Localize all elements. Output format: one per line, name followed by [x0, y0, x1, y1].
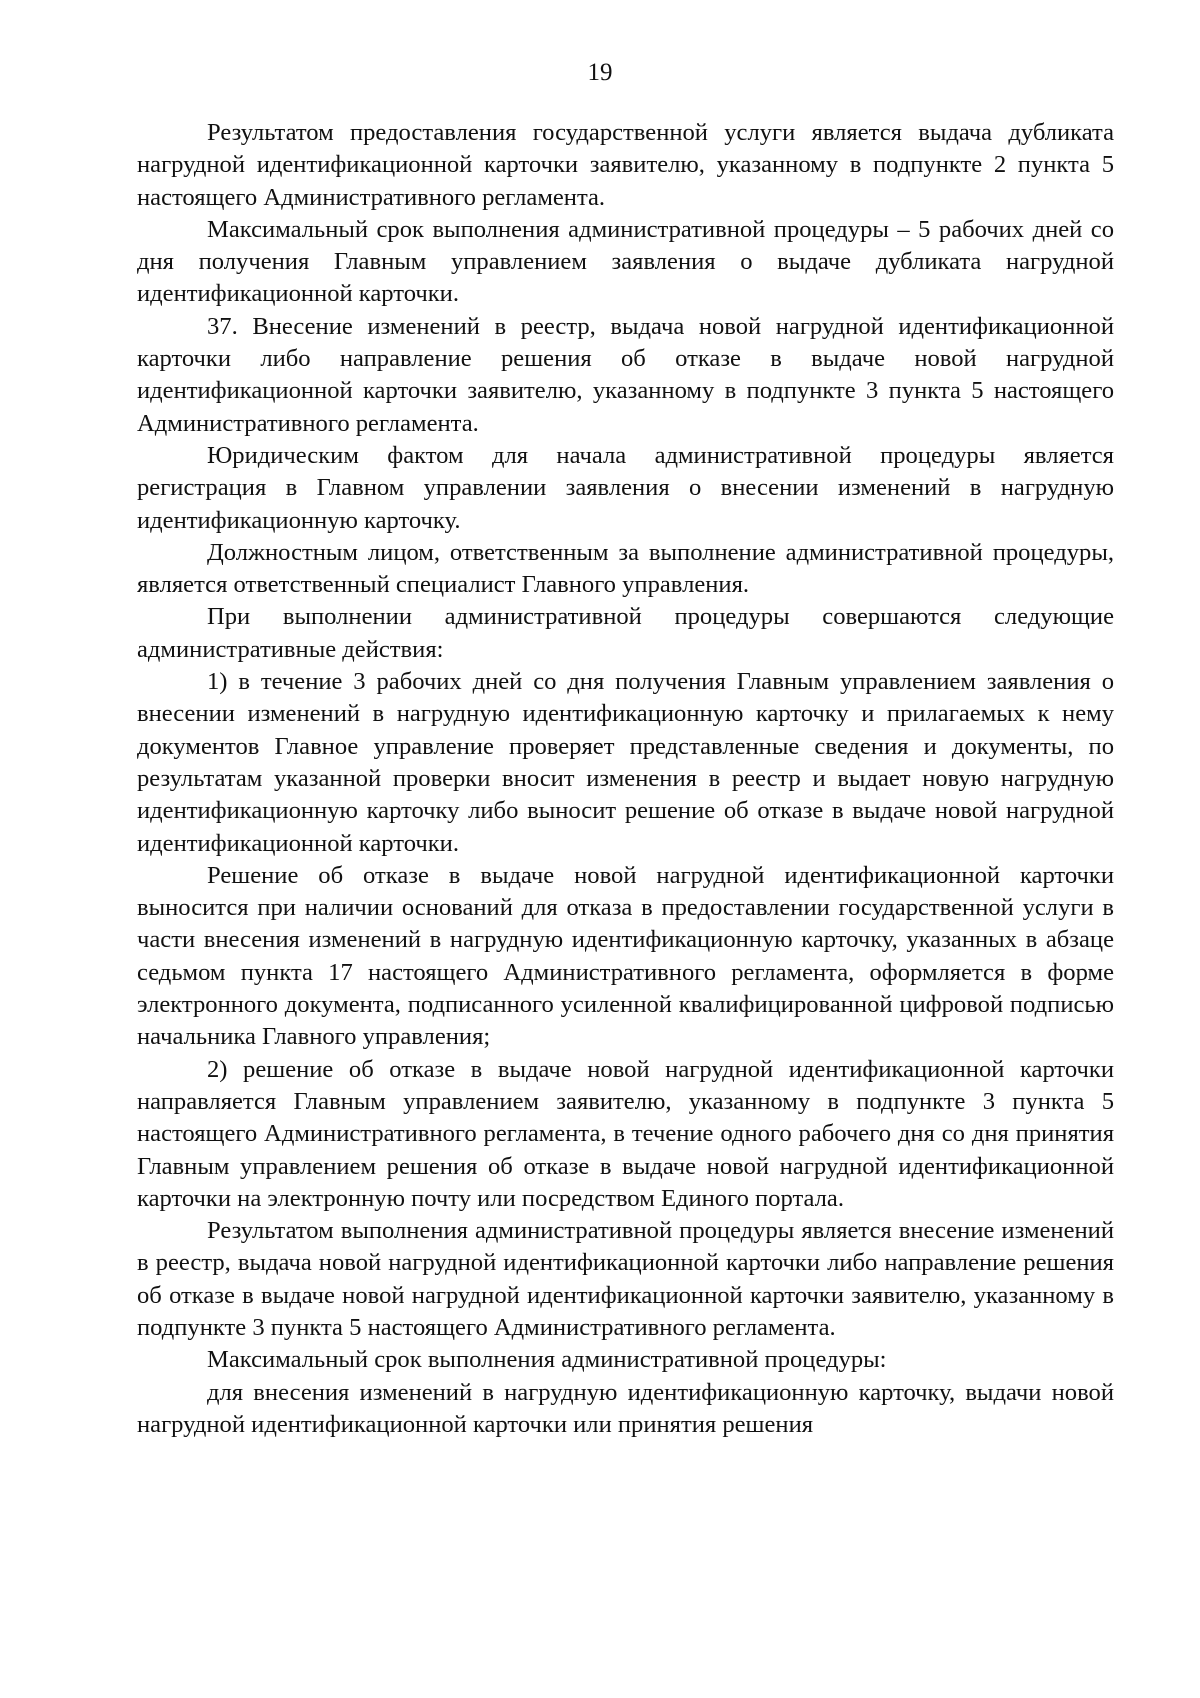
paragraph-procedure-max-term: Максимальный срок выполнения административной процедуры:: [207, 1346, 887, 1374]
page-number: 19: [587, 59, 613, 86]
paragraph-procedure-term-detail: для внесения изменений в нагрудную идентификационную карточку, выдачи новой нагрудной идентификационной карточки или принятия решения: [137, 1378, 1114, 1438]
paragraph-duplicate-result: Результатом предоставления государственной услуги является выдача дубликата нагрудной идентификационной карточки заявителю, указанному в подпункте 2 пункта 5 настоящего Административного регламента.: [137, 119, 1114, 211]
paragraph-refusal-decision: Решение об отказе в выдаче новой нагрудной идентификационной карточки выносится при наличии оснований для отказа в предоставлении государственной услуги в части внесения изменений в нагрудную идентификационную карточку, указанных в абзаце седьмом пункта 17 настоящего Административного регламента, оформляется в форме электронного документа, подписанного усиленной квалифицированной цифровой подписью начальника Главного управления;: [137, 861, 1114, 1051]
paragraph-responsible-official: Должностным лицом, ответственным за выполнение административной процедуры, является ответственный специалист Главного управления.: [137, 538, 1114, 599]
paragraph-actions-intro: При выполнении административной процедуры совершаются следующие административные действия:: [137, 603, 1114, 663]
paragraph-legal-fact: Юридическим фактом для начала административной процедуры является регистрация в Главном управлении заявления о внесении изменений в нагрудную идентификационную карточку.: [137, 441, 1114, 534]
paragraph-duplicate-max-term: Максимальный срок выполнения административной процедуры – 5 рабочих дней со дня получения Главным управлением заявления о выдаче дубликата нагрудной идентификационной карточки.: [137, 215, 1114, 308]
paragraph-action-1: 1) в течение 3 рабочих дней со дня получения Главным управлением заявления о внесении изменений в нагрудную идентификационную карточку и прилагаемых к нему документов Главное управление проверяет представленные сведения и документы, по результатам указанной проверки вносит изменения в реестр и выдает новую нагрудную идентификационную карточку либо выносит решение об отказе в выдаче новой нагрудной идентификационной карточки.: [137, 668, 1114, 857]
paragraph-section-37: 37. Внесение изменений в реестр, выдача новой нагрудной идентификационной карточки либо направление решения об отказе в выдаче новой нагрудной идентификационной карточки заявителю, указанному в подпункте 3 пункта 5 настоящего Административного регламента.: [137, 312, 1114, 437]
document-body: [137, 117, 1114, 1441]
paragraph-action-2: 2) решение об отказе в выдаче новой нагрудной идентификационной карточки направляется Главным управлением заявителю, указанному в подпункте 3 пункта 5 настоящего Административного регламента, в течение одного рабочего дня со дня принятия Главным управлением решения об отказе в выдаче новой нагрудной идентификационной карточки на электронную почту или посредством Единого портала.: [137, 1055, 1114, 1212]
paragraph-procedure-result: Результатом выполнения административной процедуры является внесение изменений в реестр, выдача новой нагрудной идентификационной карточки либо направление решения об отказе в выдаче новой нагрудной идентификационной карточки заявителю, указанному в подпункте 3 пункта 5 настоящего Административного регламента.: [137, 1217, 1114, 1341]
